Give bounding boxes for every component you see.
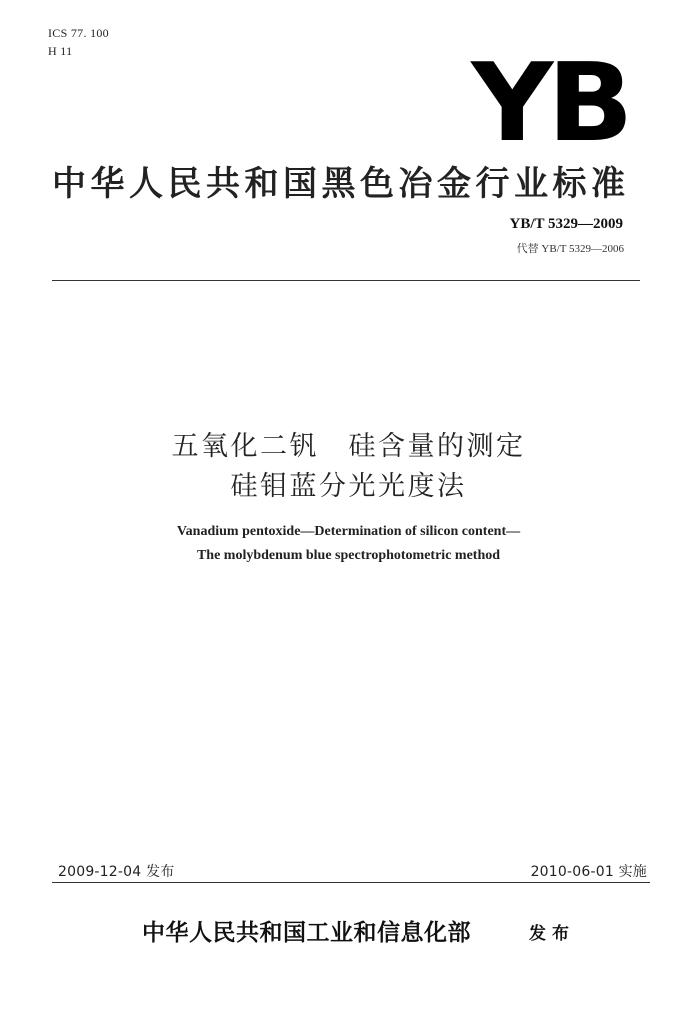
standard-authority-title: 中华人民共和国黑色冶金行业标准 xyxy=(52,164,630,204)
issue-date: 2009-12-04 发布 xyxy=(58,864,175,880)
header-divider xyxy=(52,280,640,281)
chinese-title-line-2: 硅钼蓝分光光度法 xyxy=(230,471,467,502)
english-title-line-1: Vanadium pentoxide—Determination of silicon content— xyxy=(176,524,521,539)
ccs-code: H 11 xyxy=(48,44,73,58)
implementation-date: 2010-06-01 实施 xyxy=(530,864,647,880)
chinese-title-line-1: 五氧化二钒 硅含量的测定 xyxy=(171,431,526,462)
replaces-standard: 代替 YB/T 5329—2006 xyxy=(516,243,624,255)
english-title-line-2: The molybdenum blue spectrophotometric method xyxy=(196,548,501,563)
issue-action: 发布 xyxy=(529,924,575,944)
ics-code: ICS 77. 100 xyxy=(48,26,109,40)
issuing-ministry: 中华人民共和国工业和信息化部 xyxy=(142,919,471,946)
footer-divider xyxy=(52,882,650,883)
standard-number: YB/T 5329—2009 xyxy=(509,216,623,232)
yb-logo: YB xyxy=(471,41,628,166)
